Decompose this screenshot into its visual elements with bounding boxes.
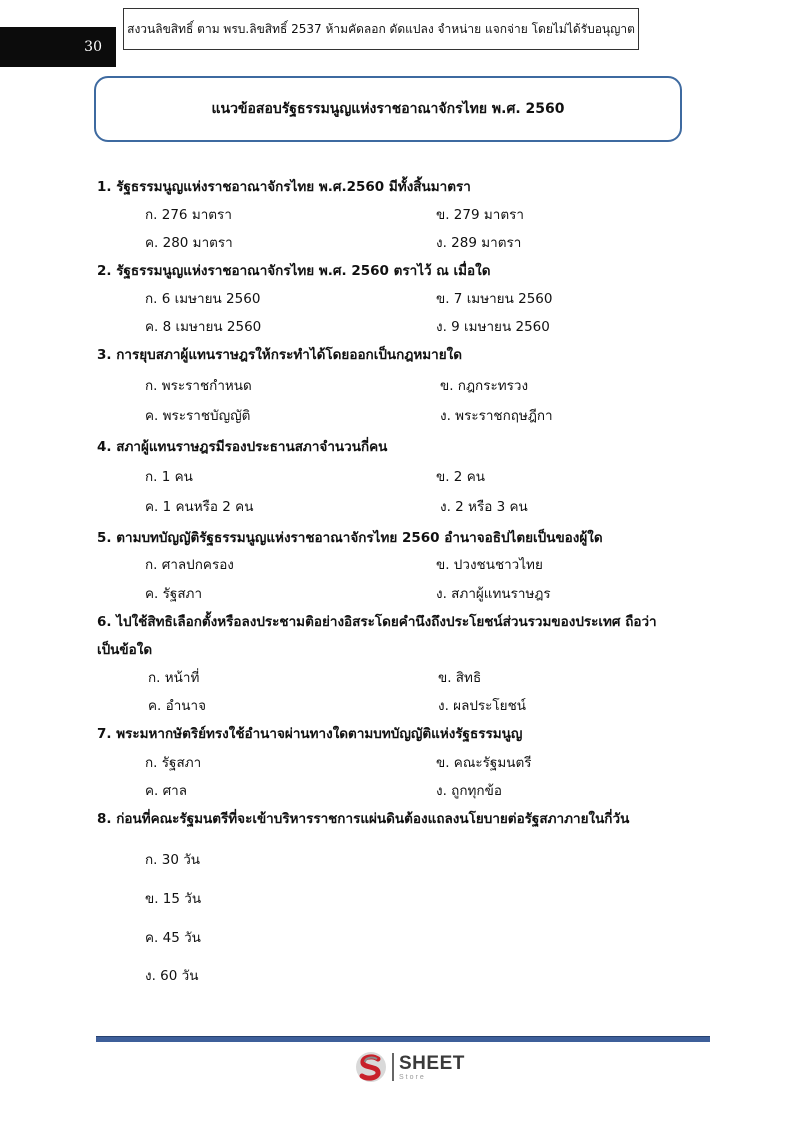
q2-option-a: ก. 6 เมษายน 2560 (145, 291, 261, 307)
sheetstore-logo (354, 1050, 465, 1084)
sheetstore-s-logo-icon (354, 1050, 388, 1084)
logo-separator (392, 1053, 394, 1081)
q1-option-b: ข. 279 มาตรา (436, 207, 524, 223)
q4-option-a: ก. 1 คน (145, 469, 193, 485)
q4-option-c: ค. 1 คนหรือ 2 คน (145, 499, 254, 515)
q6-option-b: ข. สิทธิ (438, 670, 482, 686)
copyright-text: สงวนลิขสิทธิ์ ตาม พรบ.ลิขสิทธิ์ 2537 ห้ามคัดลอก ดัดแปลง จำหน่าย แจกจ่าย โดยไม่ได้รับอนุญาต (127, 21, 635, 36)
q4-option-d: ง. 2 หรือ 3 คน (440, 499, 528, 515)
q4-option-b: ข. 2 คน (436, 469, 485, 485)
footer-rule (96, 1036, 710, 1042)
question-2: 2. รัฐธรรมนูญแห่งราชอาณาจักรไทย พ.ศ. 2560 ตราไว้ ณ เมื่อใด (97, 263, 491, 279)
q8-option-a: ก. 30 วัน (145, 852, 201, 868)
q5-option-a: ก. ศาลปกครอง (145, 557, 234, 573)
q7-option-a: ก. รัฐสภา (145, 755, 202, 771)
q2-option-c: ค. 8 เมษายน 2560 (145, 319, 262, 335)
question-3: 3. การยุบสภาผู้แทนราษฎรให้กระทำได้โดยออกเป็นกฎหมายใด (97, 347, 463, 363)
q7-option-c: ค. ศาล (145, 783, 188, 799)
q8-option-d: ง. 60 วัน (145, 968, 199, 984)
q6-option-c: ค. อำนาจ (148, 698, 207, 714)
q7-option-b: ข. คณะรัฐมนตรี (436, 755, 532, 771)
question-6-continued: เป็นข้อใด (97, 642, 153, 658)
q8-option-c: ค. 45 วัน (145, 930, 201, 946)
page-number: 30 (84, 39, 102, 55)
q5-option-d: ง. สภาผู้แทนราษฎร (436, 586, 551, 602)
q1-option-d: ง. 289 มาตรา (436, 235, 522, 251)
q2-option-b: ข. 7 เมษายน 2560 (436, 291, 553, 307)
q5-option-c: ค. รัฐสภา (145, 586, 203, 602)
q1-option-a: ก. 276 มาตรา (145, 207, 232, 223)
question-5: 5. ตามบทบัญญัติรัฐธรรมนูญแห่งราชอาณาจักรไทย 2560 อำนาจอธิปไตยเป็นของผู้ใด (97, 530, 603, 546)
question-8: 8. ก่อนที่คณะรัฐมนตรีที่จะเข้าบริหารราชการแผ่นดินต้องแถลงนโยบายต่อรัฐสภาภายในกี่วัน (97, 811, 630, 827)
q6-option-a: ก. หน้าที่ (148, 670, 200, 686)
q3-option-a: ก. พระราชกำหนด (145, 378, 252, 394)
question-6: 6. ไปใช้สิทธิเลือกตั้งหรือลงประชามติอย่างอิสระโดยคำนึงถึงประโยชน์ส่วนรวมของประเทศ ถือว่า (97, 614, 657, 630)
q8-option-b: ข. 15 วัน (145, 891, 202, 907)
q3-option-d: ง. พระราชกฤษฎีกา (440, 408, 553, 424)
q5-option-b: ข. ปวงชนชาวไทย (436, 557, 543, 573)
q3-option-c: ค. พระราชบัญญัติ (145, 408, 251, 424)
question-7: 7. พระมหากษัตริย์ทรงใช้อำนาจผ่านทางใดตามบทบัญญัติแห่งรัฐธรรมนูญ (97, 726, 523, 742)
page-title: แนวข้อสอบรัฐธรรมนูญแห่งราชอาณาจักรไทย พ.ศ. 2560 (211, 101, 565, 117)
q7-option-d: ง. ถูกทุกข้อ (436, 783, 502, 799)
question-4: 4. สภาผู้แทนราษฎรมีรองประธานสภาจำนวนกี่คน (97, 439, 388, 455)
q2-option-d: ง. 9 เมษายน 2560 (436, 319, 550, 335)
question-1: 1. รัฐธรรมนูญแห่งราชอาณาจักรไทย พ.ศ.2560 มีทั้งสิ้นมาตรา (97, 179, 471, 195)
q1-option-c: ค. 280 มาตรา (145, 235, 233, 251)
q3-option-b: ข. กฎกระทรวง (440, 378, 529, 394)
logo-word: SHEET (399, 1052, 465, 1074)
q6-option-d: ง. ผลประโยชน์ (438, 698, 526, 714)
logo-subtitle: Store (399, 1073, 426, 1081)
